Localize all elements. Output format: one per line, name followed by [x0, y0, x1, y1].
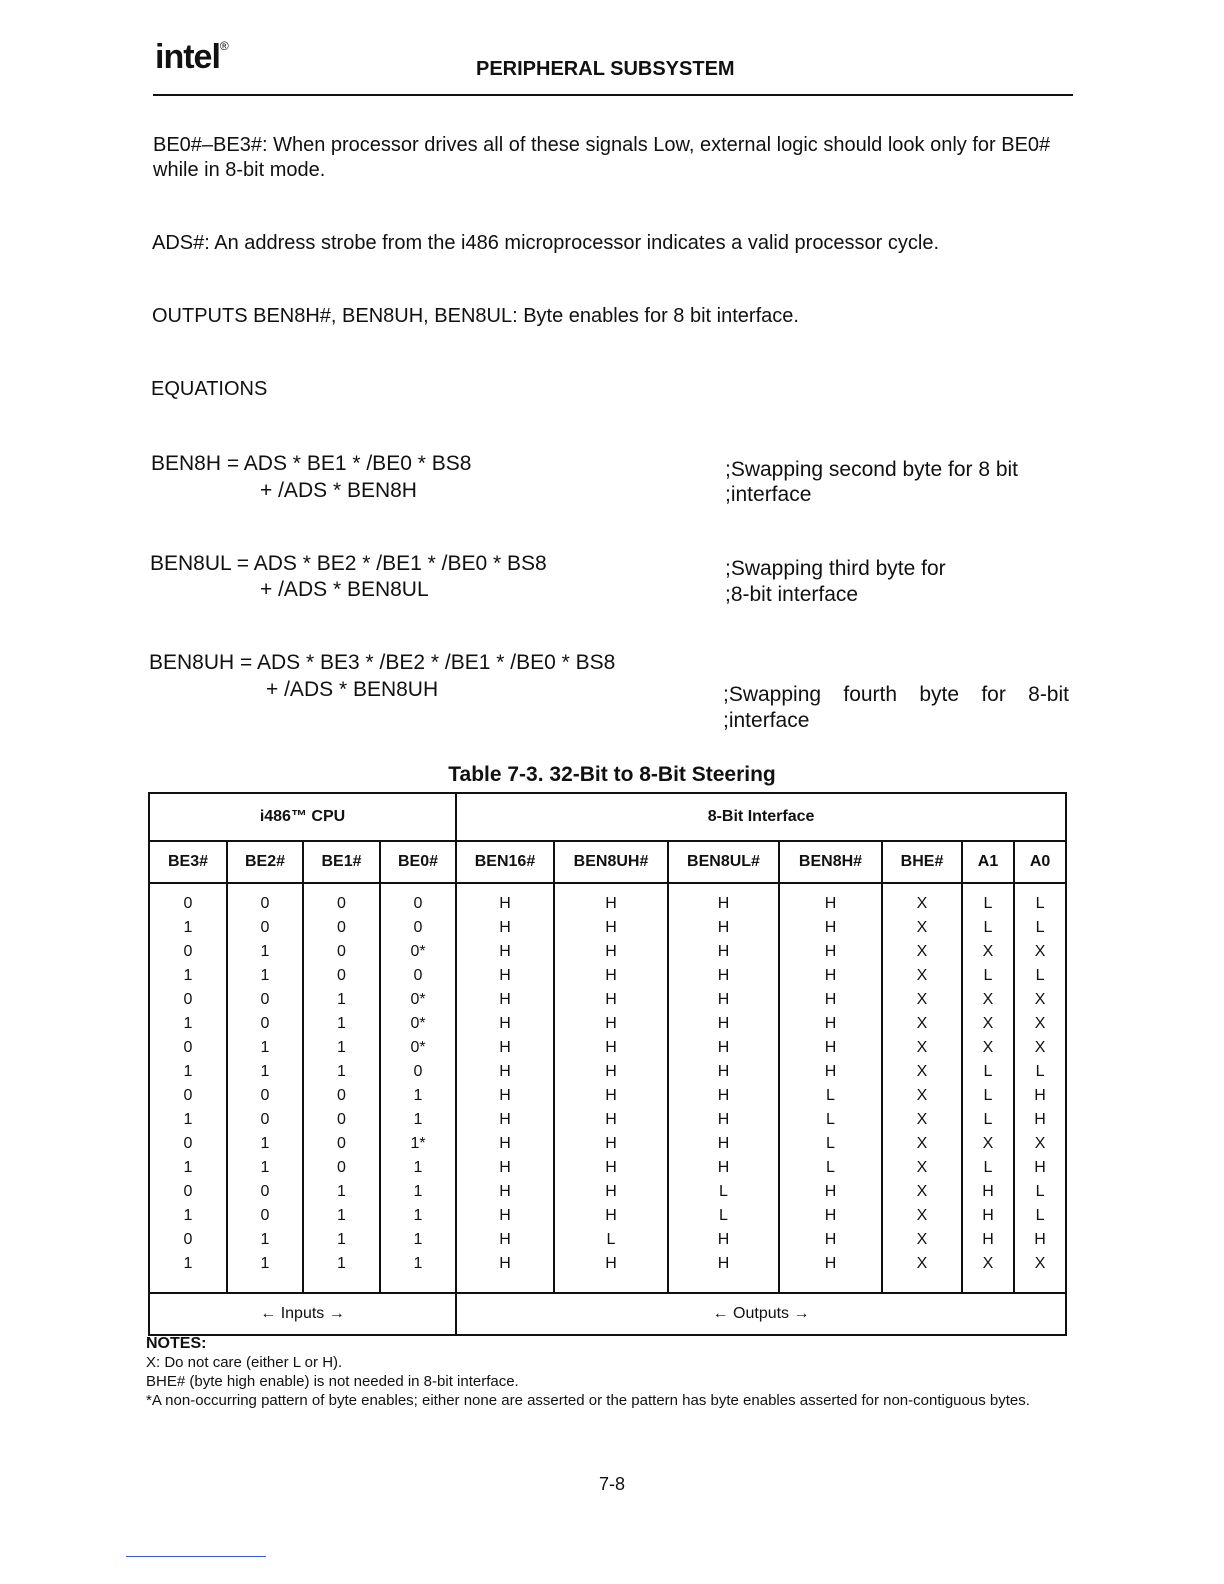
- table-cell: 1: [413, 1231, 423, 1248]
- table-cell: H: [982, 1207, 994, 1224]
- table-cell: H: [824, 919, 837, 936]
- table-cell: X: [916, 991, 928, 1008]
- table-cell: 0: [337, 1135, 346, 1152]
- table-cell: H: [717, 1087, 730, 1104]
- table-cell: H: [605, 967, 617, 984]
- table-cell: H: [824, 1183, 837, 1200]
- table-cell: 1: [337, 991, 346, 1008]
- table-cell: X: [916, 1159, 928, 1176]
- table-cell: H: [717, 1159, 730, 1176]
- table-cell: X: [982, 1015, 994, 1032]
- table-cell: 0: [337, 943, 346, 960]
- ads-paragraph: ADS#: An address strobe from the i486 microprocessor indicates a valid processor cycle.: [152, 232, 940, 254]
- table-cell: H: [1034, 1087, 1046, 1104]
- equation-ben8uh-line1: BEN8UH = ADS * BE3 * /BE2 * /BE1 * /BE0 * BS8: [149, 651, 616, 674]
- table-cell: 0: [337, 895, 346, 912]
- col-be3-values: [149, 883, 227, 1293]
- table-cell: H: [717, 1039, 730, 1056]
- table-cell: H: [717, 919, 730, 936]
- equation-ben8ul-comment2: ;8-bit interface: [725, 583, 859, 606]
- table-cell: 0: [183, 1183, 193, 1200]
- table-cell: L: [1035, 1183, 1045, 1200]
- table-cell: H: [824, 1063, 837, 1080]
- table-cell: X: [982, 991, 994, 1008]
- table-cell: H: [499, 1207, 511, 1224]
- group-interface-header: 8-Bit Interface: [456, 793, 1066, 841]
- equation-ben8uh-comment1: ;Swapping fourth byte for 8-bit: [723, 683, 1069, 706]
- table-cell: H: [605, 1207, 617, 1224]
- table-cell: H: [499, 967, 511, 984]
- notes-block: [146, 1334, 1071, 1410]
- table-cell: X: [916, 1015, 928, 1032]
- col-header-ben8h: BEN8H#: [779, 841, 882, 883]
- table-cell: H: [824, 943, 837, 960]
- table-cell: L: [826, 1087, 835, 1104]
- table-cell: 0: [413, 895, 423, 912]
- col-header-a1: A1: [962, 841, 1014, 883]
- group-cpu-header: i486™ CPU: [149, 793, 456, 841]
- table-cell: X: [916, 1135, 928, 1152]
- table-cell: H: [605, 1063, 617, 1080]
- col-ben16-values: [456, 883, 554, 1293]
- table-cell: 0: [260, 991, 270, 1008]
- table-cell: H: [605, 895, 617, 912]
- table-cell: 0: [183, 1039, 193, 1056]
- equation-ben8h-line1: BEN8H = ADS * BE1 * /BE0 * BS8: [151, 452, 472, 475]
- table-cell: 1: [183, 919, 193, 936]
- col-header-a0: A0: [1014, 841, 1066, 883]
- col-ben8uh-values: [554, 883, 668, 1293]
- table-cell: H: [717, 1255, 730, 1272]
- table-cell: H: [499, 1015, 511, 1032]
- table-cell: 0: [337, 1159, 346, 1176]
- table-cell: 0: [337, 967, 346, 984]
- table-cell: X: [1034, 1015, 1046, 1032]
- table-cell: L: [1035, 1207, 1045, 1224]
- col-header-be2: BE2#: [227, 841, 303, 883]
- col-ben8ul-values: [668, 883, 779, 1293]
- note-star: *A non-occurring pattern of byte enables; either none are asserted or the pattern has byte enables asserted for non-contiguous bytes.: [146, 1392, 1030, 1409]
- table-cell: 1: [337, 1039, 346, 1056]
- col-be1-values: [303, 883, 380, 1293]
- table-cell: L: [1035, 1063, 1045, 1080]
- table-cell: X: [1034, 1135, 1046, 1152]
- bottom-scan-line: [126, 1556, 266, 1557]
- table-cell: L: [719, 1183, 728, 1200]
- table-cell: H: [499, 1087, 511, 1104]
- table-cell: 0: [260, 1111, 270, 1128]
- table-cell: L: [983, 895, 993, 912]
- col-bhe-values: [882, 883, 962, 1293]
- table-cell: 1: [337, 1183, 346, 1200]
- table-cell: 1: [413, 1207, 423, 1224]
- table-cell: H: [499, 1231, 511, 1248]
- table-cell: L: [983, 1087, 993, 1104]
- table-cell: 0*: [410, 1015, 426, 1032]
- header-rule: [153, 94, 1073, 96]
- table-cell: 1: [337, 1207, 346, 1224]
- be-signals-paragraph: BE0#–BE3#: When processor drives all of these signals Low, external logic should look only for BE0# while in 8-bit mode.: [153, 134, 1051, 181]
- table-cell: X: [916, 895, 928, 912]
- table-cell: 1: [337, 1255, 346, 1272]
- outputs-paragraph: OUTPUTS BEN8H#, BEN8UH, BEN8UL: Byte enables for 8 bit interface.: [152, 305, 799, 327]
- notes-title: NOTES:: [146, 1335, 207, 1352]
- table-cell: 0: [183, 991, 193, 1008]
- col-header-ben8uh: BEN8UH#: [554, 841, 668, 883]
- table-cell: 1: [183, 1207, 193, 1224]
- table-cell: H: [499, 895, 511, 912]
- table-cell: H: [824, 1015, 837, 1032]
- logo-text: intel: [155, 38, 220, 76]
- table-cell: 1*: [410, 1135, 426, 1152]
- table-cell: X: [916, 1111, 928, 1128]
- table-cell: 1: [260, 1039, 270, 1056]
- table-cell: 0: [337, 1087, 346, 1104]
- table-cell: H: [499, 1063, 511, 1080]
- table-cell: H: [605, 1087, 617, 1104]
- intel-logo: [155, 38, 228, 77]
- equation-ben8ul-comment1: ;Swapping third byte for: [725, 557, 946, 580]
- table-cell: X: [916, 1255, 928, 1272]
- table-cell: L: [1035, 967, 1045, 984]
- table-cell: H: [605, 919, 617, 936]
- table-cell: H: [717, 967, 730, 984]
- table-cell: 1: [183, 967, 193, 984]
- table-cell: 1: [413, 1159, 423, 1176]
- table-cell: X: [916, 1063, 928, 1080]
- table-cell: H: [824, 1231, 837, 1248]
- table-cell: L: [606, 1231, 616, 1248]
- col-header-ben16: BEN16#: [456, 841, 554, 883]
- col-be2-values: [227, 883, 303, 1293]
- col-be0-values: [380, 883, 456, 1293]
- equations-heading: EQUATIONS: [151, 378, 268, 400]
- table-cell: 1: [183, 1159, 193, 1176]
- table-cell: 1: [413, 1111, 423, 1128]
- table-cell: 0: [413, 919, 423, 936]
- table-cell: 0*: [410, 991, 426, 1008]
- table-cell: L: [826, 1159, 835, 1176]
- table-cell: H: [499, 1183, 511, 1200]
- equation-ben8h-comment1: ;Swapping second byte for 8 bit: [725, 458, 1019, 481]
- col-header-be3: BE3#: [149, 841, 227, 883]
- table-cell: X: [916, 1183, 928, 1200]
- table-cell: H: [499, 943, 511, 960]
- table-cell: X: [916, 919, 928, 936]
- table-cell: X: [916, 1207, 928, 1224]
- table-cell: H: [717, 1063, 730, 1080]
- table-cell: X: [916, 967, 928, 984]
- table-cell: H: [605, 1039, 617, 1056]
- table-cell: H: [717, 1015, 730, 1032]
- table-cell: 1: [260, 1159, 270, 1176]
- table-cell: 1: [183, 1255, 193, 1272]
- table-cell: 0: [183, 943, 193, 960]
- table-cell: H: [824, 1255, 837, 1272]
- table-cell: L: [983, 967, 993, 984]
- table-cell: 0: [183, 1135, 193, 1152]
- table-cell: H: [1034, 1111, 1046, 1128]
- table-cell: X: [982, 943, 994, 960]
- table-cell: X: [916, 943, 928, 960]
- table-cell: 1: [413, 1087, 423, 1104]
- table-cell: 1: [260, 967, 270, 984]
- table-cell: H: [824, 1039, 837, 1056]
- table-cell: 0: [260, 895, 270, 912]
- table-cell: L: [983, 1159, 993, 1176]
- table-cell: X: [1034, 943, 1046, 960]
- table-footer-row: [149, 1293, 1066, 1335]
- table-cell: H: [982, 1231, 994, 1248]
- table-cell: L: [719, 1207, 728, 1224]
- table-cell: X: [982, 1255, 994, 1272]
- table-cell: X: [916, 1087, 928, 1104]
- table-cell: X: [982, 1039, 994, 1056]
- table-cell: 0: [183, 1231, 193, 1248]
- table-cell: L: [1035, 919, 1045, 936]
- table-cell: 0: [413, 967, 423, 984]
- col-a0-values: [1014, 883, 1066, 1293]
- table-cell: 0*: [410, 943, 426, 960]
- table-cell: H: [717, 991, 730, 1008]
- note-bhe: BHE# (byte high enable) is not needed in 8-bit interface.: [146, 1373, 519, 1390]
- col-ben8h-values: [779, 883, 882, 1293]
- table-cell: H: [605, 1111, 617, 1128]
- equation-ben8ul-line2: + /ADS * BEN8UL: [260, 578, 429, 601]
- registered-mark: ®: [219, 38, 228, 53]
- table-cell: H: [499, 919, 511, 936]
- table-cell: 0: [260, 919, 270, 936]
- table-cell: 1: [413, 1255, 423, 1272]
- table-cell: 0: [260, 1087, 270, 1104]
- table-cell: H: [717, 1231, 730, 1248]
- table-cell: H: [605, 943, 617, 960]
- table-cell: X: [982, 1135, 994, 1152]
- table-cell: H: [499, 1159, 511, 1176]
- table-cell: H: [605, 991, 617, 1008]
- table-cell: 0: [183, 1087, 193, 1104]
- table-cell: H: [717, 1111, 730, 1128]
- table-cell: H: [824, 895, 837, 912]
- table-cell: H: [1034, 1159, 1046, 1176]
- table-cell: 1: [337, 1015, 346, 1032]
- table-cell: H: [605, 1159, 617, 1176]
- table-cell: X: [1034, 1255, 1046, 1272]
- table-cell: L: [983, 1111, 993, 1128]
- table-cell: 1: [337, 1063, 346, 1080]
- table-cell: 0: [260, 1183, 270, 1200]
- table-cell: 1: [413, 1183, 423, 1200]
- table-cell: L: [1035, 895, 1045, 912]
- col-header-be0: BE0#: [380, 841, 456, 883]
- column-header-row: [149, 841, 1066, 883]
- equation-ben8h-comment2: ;interface: [725, 483, 812, 506]
- table-cell: H: [605, 1183, 617, 1200]
- col-header-be1: BE1#: [303, 841, 380, 883]
- table-cell: 1: [260, 1135, 270, 1152]
- table-cell: H: [605, 1015, 617, 1032]
- table-cell: 1: [260, 1231, 270, 1248]
- equation-ben8h-line2: + /ADS * BEN8H: [260, 479, 417, 502]
- table-cell: 1: [337, 1231, 346, 1248]
- table-cell: X: [1034, 991, 1046, 1008]
- steering-table: [148, 792, 1067, 1336]
- table-cell: 1: [260, 1063, 270, 1080]
- table-cell: H: [824, 967, 837, 984]
- table-cell: 0: [260, 1207, 270, 1224]
- table-cell: H: [605, 1135, 617, 1152]
- table-cell: H: [1034, 1231, 1046, 1248]
- table-cell: L: [983, 919, 993, 936]
- table-cell: X: [916, 1039, 928, 1056]
- table-cell: 1: [183, 1111, 193, 1128]
- table-cell: 1: [183, 1015, 193, 1032]
- table-cell: H: [499, 1135, 511, 1152]
- col-header-ben8ul: BEN8UL#: [668, 841, 779, 883]
- table-cell: 0: [337, 1111, 346, 1128]
- col-header-bhe: BHE#: [882, 841, 962, 883]
- outputs-label: ← Outputs →: [456, 1293, 1066, 1335]
- table-cell: L: [826, 1111, 835, 1128]
- table-cell: H: [717, 1135, 730, 1152]
- table-cell: 0: [413, 1063, 423, 1080]
- table-cell: H: [824, 991, 837, 1008]
- table-cell: H: [717, 943, 730, 960]
- equation-ben8uh-line2: + /ADS * BEN8UH: [266, 678, 439, 701]
- equation-ben8uh-comment2: ;interface: [723, 709, 810, 732]
- note-x: X: Do not care (either L or H).: [146, 1354, 343, 1371]
- table-cell: 1: [260, 943, 270, 960]
- table-cell: X: [916, 1231, 928, 1248]
- page-number: 7-8: [598, 1474, 625, 1494]
- table-cell: H: [824, 1207, 837, 1224]
- table-cell: 0*: [410, 1039, 426, 1056]
- table-cell: L: [983, 1063, 993, 1080]
- table-cell: H: [499, 1255, 511, 1272]
- table-cell: 1: [260, 1255, 270, 1272]
- equation-ben8ul-line1: BEN8UL = ADS * BE2 * /BE1 * /BE0 * BS8: [150, 552, 547, 575]
- inputs-label: ← Inputs →: [149, 1293, 456, 1335]
- table-cell: H: [605, 1255, 617, 1272]
- table-cell: L: [826, 1135, 835, 1152]
- table-cell: H: [499, 991, 511, 1008]
- table-cell: 0: [337, 919, 346, 936]
- table-cell: X: [1034, 1039, 1046, 1056]
- page-header-title: PERIPHERAL SUBSYSTEM: [476, 58, 735, 80]
- table-cell: H: [499, 1039, 511, 1056]
- table-body-row: [149, 883, 1066, 1293]
- table-cell: H: [982, 1183, 994, 1200]
- group-header-row: [149, 793, 1066, 841]
- table-cell: 1: [183, 1063, 193, 1080]
- table-cell: H: [717, 895, 730, 912]
- table-title: Table 7-3. 32-Bit to 8-Bit Steering: [448, 763, 776, 786]
- table-cell: H: [499, 1111, 511, 1128]
- col-a1-values: [962, 883, 1014, 1293]
- table-cell: 0: [260, 1015, 270, 1032]
- table-cell: 0: [183, 895, 193, 912]
